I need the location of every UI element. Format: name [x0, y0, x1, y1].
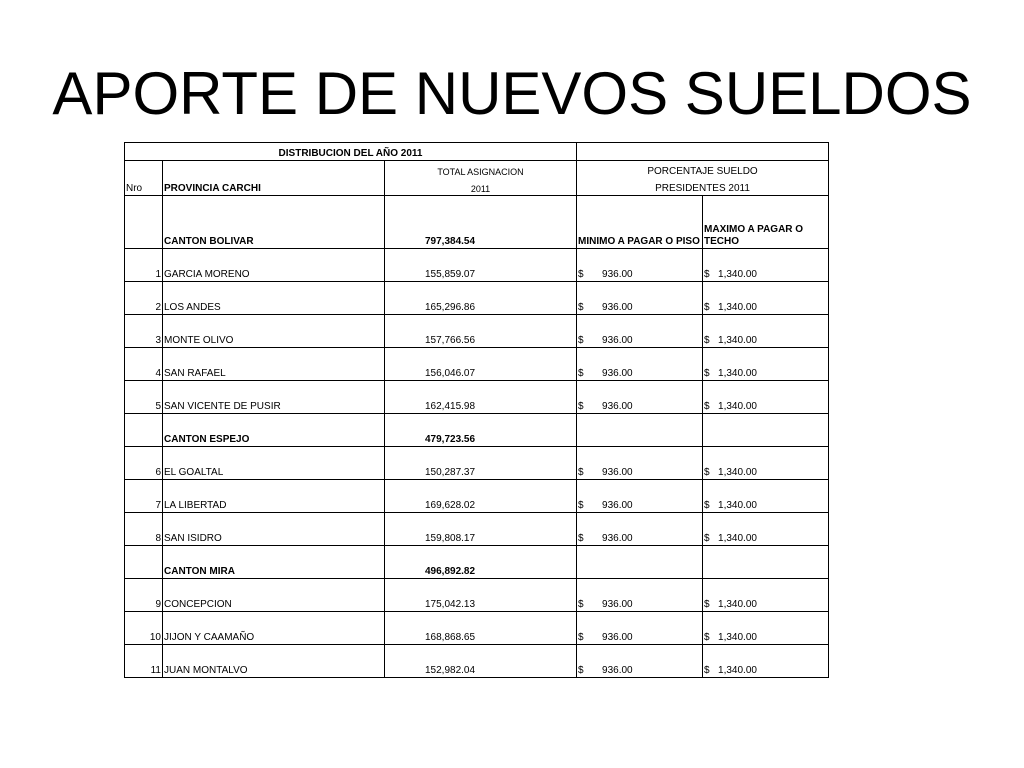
total-asignacion-value: 168,868.65	[385, 612, 577, 645]
total-asignacion-value: 175,042.13	[385, 579, 577, 612]
maximo-value	[703, 348, 829, 381]
header-empty-cell	[577, 143, 829, 161]
maximo-amount: 1,340.00	[718, 533, 757, 544]
parroquia-name: GARCIA MORENO	[163, 249, 385, 282]
currency-symbol: $	[704, 302, 710, 313]
minimo-amount: 936.00	[602, 467, 633, 478]
parroquia-name: MONTE OLIVO	[163, 315, 385, 348]
minimo-amount: 936.00	[602, 368, 633, 379]
nro-cell	[125, 196, 163, 249]
maximo-amount: 1,340.00	[718, 401, 757, 412]
maximo-amount: 1,340.00	[718, 335, 757, 346]
currency-symbol: $	[578, 665, 584, 676]
parroquia-name: LOS ANDES	[163, 282, 385, 315]
header-provincia-spacer	[163, 161, 385, 179]
currency-symbol: $	[704, 599, 710, 610]
total-asignacion-value: 156,046.07	[385, 348, 577, 381]
total-asignacion-value: 159,808.17	[385, 513, 577, 546]
minimo-amount: 936.00	[602, 401, 633, 412]
minimo-value	[577, 447, 703, 480]
total-asignacion-value: 152,982.04	[385, 645, 577, 678]
maximo-amount: 1,340.00	[718, 368, 757, 379]
nro-cell	[125, 546, 163, 579]
minimo-amount: 936.00	[602, 335, 633, 346]
currency-symbol: $	[704, 533, 710, 544]
nro-cell: 2	[125, 282, 163, 315]
table-row	[125, 282, 829, 315]
minimo-amount: 936.00	[602, 665, 633, 676]
minimo-label	[577, 414, 703, 447]
currency-symbol: $	[578, 401, 584, 412]
nro-cell: 3	[125, 315, 163, 348]
total-asignacion-value: 157,766.56	[385, 315, 577, 348]
table-row	[125, 348, 829, 381]
parroquia-name: JUAN MONTALVO	[163, 645, 385, 678]
currency-symbol: $	[704, 467, 710, 478]
maximo-amount: 1,340.00	[718, 632, 757, 643]
minimo-amount: 936.00	[602, 632, 633, 643]
currency-symbol: $	[578, 632, 584, 643]
canton-name: CANTON BOLIVAR	[163, 196, 385, 249]
currency-symbol: $	[704, 632, 710, 643]
maximo-value	[703, 381, 829, 414]
maximo-value	[703, 579, 829, 612]
parroquia-name: SAN VICENTE DE PUSIR	[163, 381, 385, 414]
header-provincia: PROVINCIA CARCHI	[163, 178, 385, 196]
table-row	[125, 513, 829, 546]
table-row	[125, 612, 829, 645]
minimo-value	[577, 612, 703, 645]
minimo-amount: 936.00	[602, 269, 633, 280]
minimo-amount: 936.00	[602, 599, 633, 610]
parroquia-name: LA LIBERTAD	[163, 480, 385, 513]
total-asignacion-value: 155,859.07	[385, 249, 577, 282]
maximo-value	[703, 480, 829, 513]
canton-total: 797,384.54	[385, 196, 577, 249]
maximo-value	[703, 513, 829, 546]
currency-symbol: $	[704, 335, 710, 346]
currency-symbol: $	[704, 401, 710, 412]
canton-row	[125, 414, 829, 447]
maximo-value	[703, 612, 829, 645]
currency-symbol: $	[704, 500, 710, 511]
header-presidentes: PRESIDENTES 2011	[577, 178, 829, 196]
table-row	[125, 480, 829, 513]
maximo-value	[703, 249, 829, 282]
nro-cell: 4	[125, 348, 163, 381]
total-asignacion-value: 150,287.37	[385, 447, 577, 480]
minimo-label: MINIMO A PAGAR O PISO	[577, 196, 703, 249]
nro-cell: 6	[125, 447, 163, 480]
canton-total: 479,723.56	[385, 414, 577, 447]
minimo-value	[577, 249, 703, 282]
maximo-value	[703, 447, 829, 480]
nro-cell: 10	[125, 612, 163, 645]
currency-symbol: $	[578, 269, 584, 280]
currency-symbol: $	[578, 467, 584, 478]
table-row	[125, 579, 829, 612]
header-distribucion: DISTRIBUCION DEL AÑO 2011	[125, 143, 577, 161]
currency-symbol: $	[578, 500, 584, 511]
parroquia-name: SAN RAFAEL	[163, 348, 385, 381]
parroquia-name: SAN ISIDRO	[163, 513, 385, 546]
table-row	[125, 315, 829, 348]
maximo-value	[703, 645, 829, 678]
header-porcentaje-sueldo: PORCENTAJE SUELDO	[577, 161, 829, 179]
parroquia-name: CONCEPCION	[163, 579, 385, 612]
canton-total: 496,892.82	[385, 546, 577, 579]
minimo-value	[577, 513, 703, 546]
nro-cell: 8	[125, 513, 163, 546]
nro-cell: 1	[125, 249, 163, 282]
minimo-value	[577, 282, 703, 315]
nro-cell: 5	[125, 381, 163, 414]
minimo-value	[577, 381, 703, 414]
minimo-label	[577, 546, 703, 579]
canton-name: CANTON MIRA	[163, 546, 385, 579]
currency-symbol: $	[578, 533, 584, 544]
minimo-amount: 936.00	[602, 533, 633, 544]
maximo-label	[703, 414, 829, 447]
currency-symbol: $	[578, 599, 584, 610]
table-row	[125, 447, 829, 480]
header-total-asignacion: TOTAL ASIGNACION	[385, 161, 577, 179]
slide-title: APORTE DE NUEVOS SUELDOS	[52, 60, 972, 127]
maximo-amount: 1,340.00	[718, 467, 757, 478]
nro-cell	[125, 414, 163, 447]
maximo-value	[703, 282, 829, 315]
currency-symbol: $	[578, 335, 584, 346]
maximo-value	[703, 315, 829, 348]
maximo-amount: 1,340.00	[718, 665, 757, 676]
nro-cell: 7	[125, 480, 163, 513]
currency-symbol: $	[704, 368, 710, 379]
parroquia-name: JIJON Y CAAMAÑO	[163, 612, 385, 645]
currency-symbol: $	[578, 368, 584, 379]
canton-row	[125, 546, 829, 579]
parroquia-name: EL GOALTAL	[163, 447, 385, 480]
header-nro: Nro	[125, 178, 163, 196]
maximo-amount: 1,340.00	[718, 269, 757, 280]
header-total-year: 2011	[385, 178, 577, 196]
currency-symbol: $	[704, 665, 710, 676]
currency-symbol: $	[578, 302, 584, 313]
total-asignacion-value: 165,296.86	[385, 282, 577, 315]
nro-cell: 9	[125, 579, 163, 612]
maximo-amount: 1,340.00	[718, 599, 757, 610]
minimo-value	[577, 645, 703, 678]
total-asignacion-value: 169,628.02	[385, 480, 577, 513]
header-nro-spacer	[125, 161, 163, 179]
maximo-label: MAXIMO A PAGAR O TECHO	[703, 196, 829, 249]
minimo-value	[577, 480, 703, 513]
distribution-table-container	[124, 142, 828, 708]
maximo-amount: 1,340.00	[718, 500, 757, 511]
minimo-value	[577, 579, 703, 612]
table-row	[125, 249, 829, 282]
table-row	[125, 645, 829, 678]
minimo-amount: 936.00	[602, 302, 633, 313]
canton-name: CANTON ESPEJO	[163, 414, 385, 447]
total-asignacion-value: 162,415.98	[385, 381, 577, 414]
canton-row	[125, 196, 829, 249]
minimo-amount: 936.00	[602, 500, 633, 511]
maximo-label	[703, 546, 829, 579]
minimo-value	[577, 348, 703, 381]
maximo-amount: 1,340.00	[718, 302, 757, 313]
currency-symbol: $	[704, 269, 710, 280]
nro-cell: 11	[125, 645, 163, 678]
table-row	[125, 381, 829, 414]
minimo-value	[577, 315, 703, 348]
distribution-table	[124, 142, 829, 678]
